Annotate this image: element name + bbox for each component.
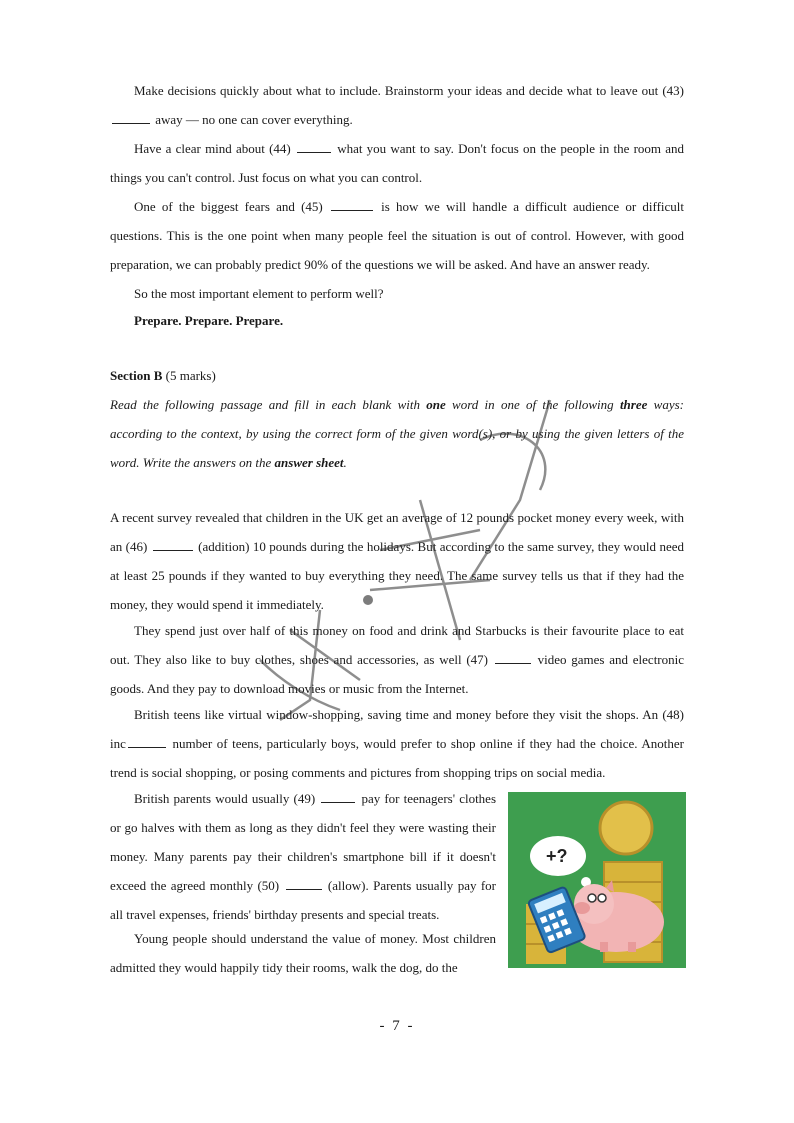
paragraph-49-50 xyxy=(110,784,496,929)
text: what you want to say. Don't focus on the people in the room and things you can't control. Just focus on what you can control. xyxy=(110,141,685,185)
bubble-text: +? xyxy=(546,846,568,866)
blank-44[interactable] xyxy=(297,140,331,153)
text: answer sheet xyxy=(274,455,344,470)
blank-50[interactable] xyxy=(286,877,322,890)
text: away — no one can cover everything. xyxy=(155,112,353,127)
paragraph-44 xyxy=(110,134,684,192)
blank-49[interactable] xyxy=(321,790,355,803)
text: video games and electronic goods. And they pay to download movies or music from the Internet. xyxy=(110,652,685,696)
text: one xyxy=(426,397,446,412)
paragraph-47 xyxy=(110,616,684,703)
text: Have a clear mind about (44) xyxy=(134,141,291,156)
text: pay for teenagers' clothes or go halves with them as long as they didn't feel they were wasting their money. Many parents pay their children's smartphone bill if it doesn't exceed the agreed monthly (50) xyxy=(110,791,497,893)
paragraph-46 xyxy=(110,503,684,619)
page-number: - 7 - xyxy=(379,1018,415,1034)
text: . xyxy=(343,455,347,470)
text: (allow). Parents usually pay for all travel expenses, friends' birthday presents and special treats. xyxy=(110,878,497,922)
section-marks: (5 marks) xyxy=(165,368,216,383)
blank-45[interactable] xyxy=(331,198,373,211)
section-b-heading xyxy=(110,361,684,390)
question-line: So the most important element to perform well? xyxy=(134,286,384,301)
paragraph-48 xyxy=(110,700,684,787)
text: Read the following passage and fill in each blank with xyxy=(110,397,420,412)
blank-43[interactable] xyxy=(112,111,150,124)
blank-46[interactable] xyxy=(153,538,193,551)
blank-number: (43) xyxy=(662,83,684,98)
text: One of the biggest fears and (45) xyxy=(134,199,323,214)
section-b-instructions xyxy=(110,390,684,477)
text: word in one of the following xyxy=(452,397,614,412)
text: British parents would usually (49) xyxy=(134,791,316,806)
paragraph-45 xyxy=(110,192,684,279)
blank-47[interactable] xyxy=(495,651,531,664)
text: British teens like virtual window-shopping, saving time and money before they visit the shops. An (48) inc xyxy=(110,707,684,751)
blank-48[interactable] xyxy=(128,735,166,748)
piggy-bank-icon xyxy=(508,792,686,968)
text: number of teens, particularly boys, would prefer to shop online if they had the choice. Another trend is social shopping, or posing comments and pictures from shopping trips on social media. xyxy=(110,736,684,780)
text: is how we will handle a difficult audience or difficult questions. This is the one point when many people feel the situation is out of control. However, with good preparation, we can probably predict 90% of the questions we will be asked. And have an answer ready. xyxy=(110,199,685,272)
emphasis-line: Prepare. Prepare. Prepare. xyxy=(134,313,284,328)
paragraph-last xyxy=(110,924,496,982)
text: Make decisions quickly about what to include. Brainstorm your ideas and decide what to leave out xyxy=(134,83,659,98)
text: A recent survey revealed that children in the UK get an average of 12 pounds pocket money every week, with an (46) xyxy=(110,510,684,554)
text: Young people should understand the value of money. Most children admitted they would happily tidy their rooms, walk the dog, do the xyxy=(110,931,496,975)
section-title: Section B xyxy=(110,368,163,383)
paragraph-43 xyxy=(110,76,684,134)
piggy-bank-illustration xyxy=(508,792,686,968)
text: (addition) 10 pounds during the holidays. But according to the same survey, they would need at least 25 pounds if they wanted to buy everything they need. The same survey tells us that if they had the money, they would spend it immediately. xyxy=(110,539,684,612)
text: three xyxy=(619,397,648,412)
text: ways: according to the context, by using the correct form of the given word(s), or by using the given letters of the word. Write the answers on the xyxy=(110,397,685,470)
text: They spend just over half of this money on food and drink and Starbucks is their favourite place to eat out. They also like to buy clothes, shoes and accessories, as well (47) xyxy=(110,623,684,667)
